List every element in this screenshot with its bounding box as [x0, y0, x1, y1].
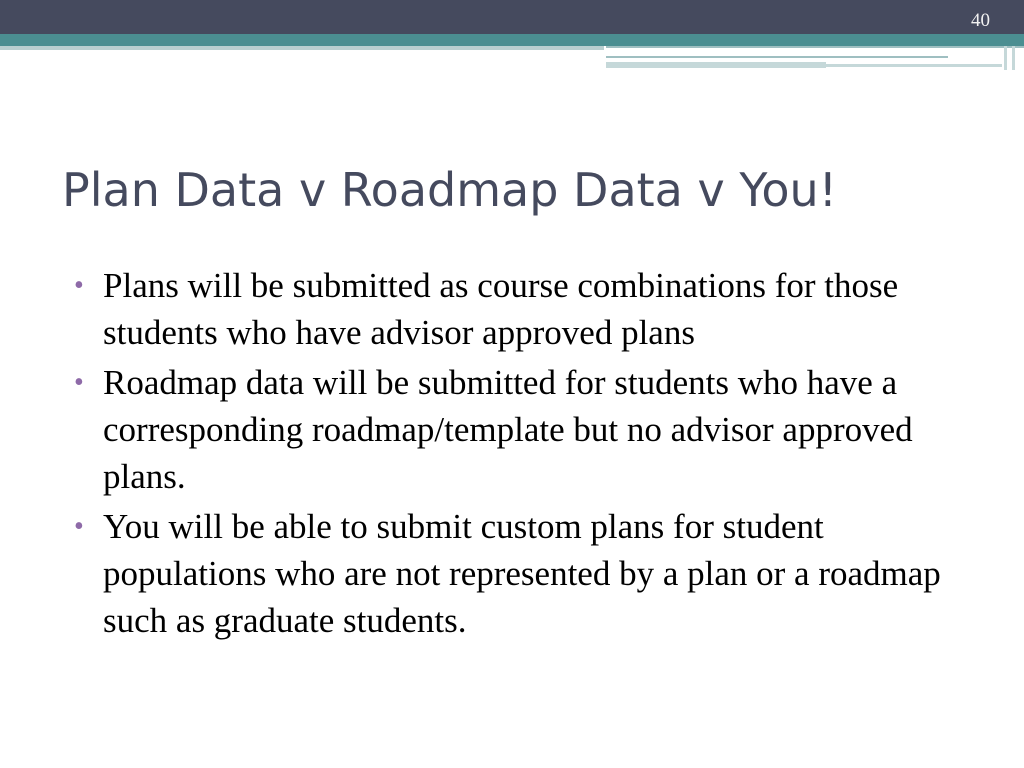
header-accent-line: [606, 56, 948, 58]
bullet-text: You will be able to submit custom plans for student populations who are not represented by a plan or a roadmap such as graduate students.: [103, 507, 941, 640]
bullet-text: Roadmap data will be submitted for students who have a corresponding roadmap/template but no advisor approved plans.: [103, 363, 913, 496]
slide-number: 40: [971, 10, 990, 31]
header-teal-band: [0, 34, 1024, 46]
header-accent-line: [606, 46, 1024, 48]
header-accent-bar: [1004, 46, 1007, 70]
bullet-item: [70, 262, 970, 356]
header-accent-line: [826, 64, 1002, 67]
header-light-band: [0, 46, 604, 50]
bullet-text: Plans will be submitted as course combinations for those students who have advisor approved plans: [103, 266, 899, 352]
bullet-dot-icon: •: [74, 511, 84, 542]
slide-title: Plan Data v Roadmap Data v You!: [62, 163, 838, 217]
bullet-dot-icon: •: [74, 367, 84, 398]
bullet-item: [70, 359, 970, 500]
bullet-item: [70, 503, 970, 644]
bullet-list: [70, 262, 970, 647]
header-dark-band: [0, 0, 1024, 34]
header-accent-bar: [1012, 46, 1015, 70]
header-accent-line: [606, 62, 826, 68]
bullet-dot-icon: •: [74, 270, 84, 301]
